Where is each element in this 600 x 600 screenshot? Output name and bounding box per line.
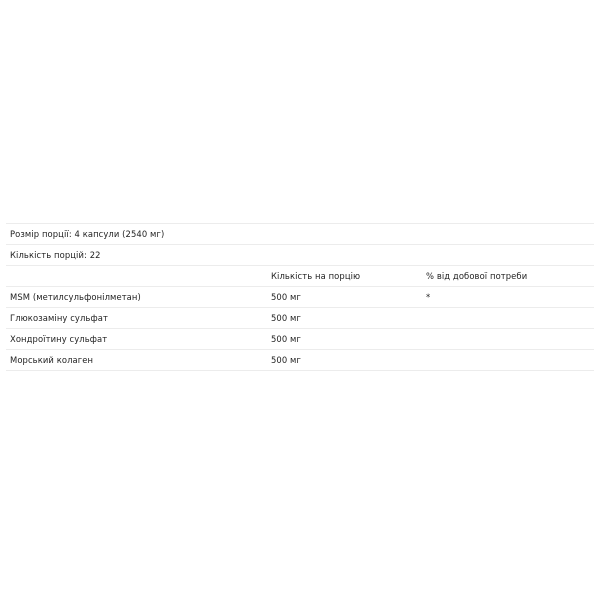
- ingredient-name: MSM (метилсульфонілметан): [6, 287, 267, 308]
- table-header-row: [6, 266, 594, 287]
- ingredient-amount: 500 мг: [267, 287, 422, 308]
- servings-count-row: [6, 245, 594, 266]
- table-row: [6, 287, 594, 308]
- ingredient-name: Глюкозаміну сульфат: [6, 308, 267, 329]
- ingredient-name: Хондроїтину сульфат: [6, 329, 267, 350]
- ingredient-amount: 500 мг: [267, 308, 422, 329]
- serving-size-row: [6, 224, 594, 245]
- supplement-facts-table: [6, 223, 594, 371]
- table-row: [6, 329, 594, 350]
- table-row: [6, 350, 594, 371]
- ingredient-amount: 500 мг: [267, 329, 422, 350]
- serving-size: Розмір порції: 4 капсули (2540 мг): [6, 224, 594, 245]
- ingredient-daily-value: [422, 329, 594, 350]
- ingredient-daily-value: [422, 308, 594, 329]
- ingredient-daily-value: [422, 350, 594, 371]
- table-row: [6, 308, 594, 329]
- header-daily-value: % від добової потреби: [422, 266, 594, 287]
- ingredient-amount: 500 мг: [267, 350, 422, 371]
- header-ingredient: [6, 266, 267, 287]
- servings-count: Кількість порцій: 22: [6, 245, 594, 266]
- supplement-facts: [6, 223, 594, 371]
- header-amount: Кількість на порцію: [267, 266, 422, 287]
- ingredient-name: Морський колаген: [6, 350, 267, 371]
- ingredient-daily-value: *: [422, 287, 594, 308]
